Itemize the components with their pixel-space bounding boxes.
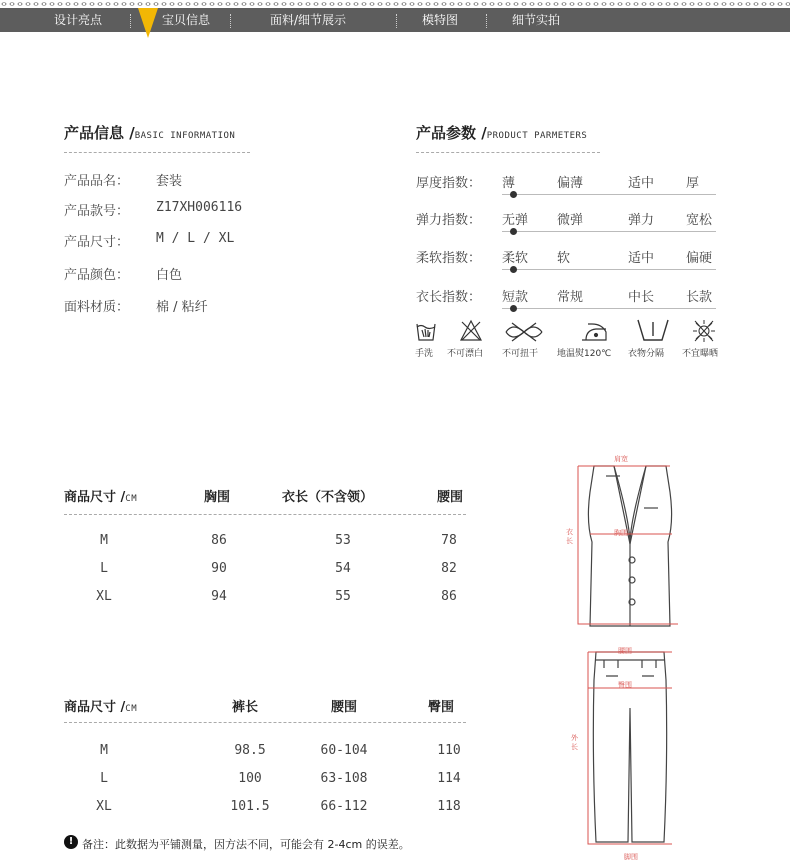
param-option: 适中 <box>628 176 655 191</box>
param-option: 软 <box>557 251 571 266</box>
table-cell: 66-112 <box>320 799 368 814</box>
param-selected-marker <box>510 191 517 198</box>
vest-size-title: 商品尺寸 /CM <box>64 490 138 505</box>
vest-diagram <box>566 452 678 638</box>
table-cell: 110 <box>437 743 461 758</box>
table-cell: 90 <box>211 561 227 576</box>
info-value: Z17XH006116 <box>156 200 243 215</box>
measure-lines <box>578 466 678 624</box>
param-selected-marker <box>510 228 517 235</box>
separate-wash-icon <box>638 320 668 340</box>
table-cell: 114 <box>437 771 461 786</box>
divider <box>64 722 466 723</box>
param-option: 短款 <box>502 290 529 305</box>
measurement-note: 备注：此数据为平铺测量，因方法不同，可能会有 2-4cm 的误差。 <box>82 838 410 851</box>
hand-wash-icon <box>417 324 435 340</box>
vest-header-length: 衣长（不含领） <box>282 490 374 505</box>
param-option: 宽松 <box>686 213 713 228</box>
param-option: 偏薄 <box>557 176 584 191</box>
table-cell: 54 <box>335 561 351 576</box>
info-label: 产品颜色： <box>64 268 130 283</box>
info-value: M / L / XL <box>156 231 235 246</box>
nav-bar <box>0 8 790 32</box>
nav-item-info[interactable]: 宝贝信息 <box>162 13 211 27</box>
table-cell: 94 <box>211 589 227 604</box>
info-label: 产品款号： <box>64 204 130 219</box>
nav-separator <box>486 14 487 28</box>
param-option: 适中 <box>628 251 655 266</box>
care-label: 不可漂白 <box>447 349 484 359</box>
info-value: 套装 <box>156 174 183 189</box>
table-cell: 118 <box>437 799 461 814</box>
info-label: 产品品名： <box>64 174 130 189</box>
table-cell: 82 <box>441 561 457 576</box>
param-selected-marker <box>510 266 517 273</box>
param-scale-line <box>502 308 716 309</box>
nav-separator <box>130 14 131 28</box>
table-cell: 78 <box>441 533 457 548</box>
care-label: 手洗 <box>415 349 434 359</box>
param-scale-line <box>502 194 716 195</box>
size-cell: M <box>100 533 108 548</box>
param-scale-line <box>502 269 716 270</box>
size-cell: M <box>100 743 108 758</box>
vest-shoulder-label: 肩宽 <box>614 455 628 463</box>
pants-header-length: 裤长 <box>232 700 259 715</box>
param-option: 微弹 <box>557 213 584 228</box>
product-info-heading: 产品信息 /BASIC INFORMATION <box>64 124 236 142</box>
table-cell: 55 <box>335 589 351 604</box>
pants-size-title: 商品尺寸 /CM <box>64 700 138 715</box>
table-cell: 86 <box>211 533 227 548</box>
pants-hip-label: 臀围 <box>618 681 632 689</box>
pants-header-hip: 臀围 <box>428 700 455 715</box>
no-bleach-icon <box>461 321 481 340</box>
vest-outline <box>588 466 671 626</box>
nav-item-detail[interactable]: 细节实拍 <box>512 13 561 27</box>
nav-item-fabric[interactable]: 面料/细节展示 <box>270 13 347 27</box>
table-cell: 98.5 <box>234 743 266 758</box>
nav-separator <box>396 14 397 28</box>
size-cell: XL <box>96 799 112 814</box>
param-label: 衣长指数： <box>416 290 482 305</box>
vest-length-label: 衣长 <box>566 528 573 545</box>
vest-chest-label: 胸围 <box>614 529 628 537</box>
product-params-heading: 产品参数 /PRODUCT PARMETERS <box>416 124 588 142</box>
param-option: 无弹 <box>502 213 529 228</box>
nav-active-indicator <box>138 8 158 38</box>
param-option: 柔软 <box>502 251 529 266</box>
info-label: 面料材质： <box>64 300 130 315</box>
low-iron-icon <box>582 324 606 340</box>
vest-header-waist: 腰围 <box>437 490 464 505</box>
divider <box>64 152 250 153</box>
param-option: 中长 <box>628 290 655 305</box>
care-icons <box>414 318 734 346</box>
nav-item-model[interactable]: 模特图 <box>422 13 459 27</box>
size-cell: L <box>100 771 108 786</box>
no-sun-icon <box>693 320 715 342</box>
pants-length-label: 外长 <box>571 734 578 751</box>
divider <box>416 152 600 153</box>
no-wring-icon <box>506 323 542 341</box>
table-cell: 53 <box>335 533 351 548</box>
divider <box>64 514 466 515</box>
info-value: 白色 <box>156 268 183 283</box>
param-option: 常规 <box>557 290 584 305</box>
param-label: 厚度指数： <box>416 176 482 191</box>
warning-icon: ! <box>64 835 78 849</box>
param-scale-line <box>502 231 716 232</box>
care-label: 不可扭干 <box>502 349 539 359</box>
top-chain-border <box>0 0 790 8</box>
pants-hem-label: 脚围 <box>624 853 638 861</box>
care-label: 地温熨120℃ <box>557 349 612 359</box>
pants-header-waist: 腰围 <box>331 700 358 715</box>
info-value: 棉 / 粘纤 <box>156 300 208 315</box>
vest-header-chest: 胸围 <box>204 490 231 505</box>
param-option: 弹力 <box>628 213 655 228</box>
table-cell: 86 <box>441 589 457 604</box>
nav-separator <box>230 14 231 28</box>
param-option: 薄 <box>502 176 516 191</box>
param-label: 柔软指数： <box>416 251 482 266</box>
pants-waist-label: 腰围 <box>618 647 632 655</box>
param-label: 弹力指数： <box>416 213 482 228</box>
nav-item-design[interactable]: 设计亮点 <box>54 13 103 27</box>
param-selected-marker <box>510 305 517 312</box>
care-label: 衣物分隔 <box>628 349 665 359</box>
param-option: 厚 <box>686 176 700 191</box>
param-option: 偏硬 <box>686 251 713 266</box>
param-option: 长款 <box>686 290 713 305</box>
info-label: 产品尺寸： <box>64 235 130 250</box>
size-cell: L <box>100 561 108 576</box>
size-cell: XL <box>96 589 112 604</box>
pants-diagram <box>582 648 672 850</box>
table-cell: 63-108 <box>320 771 368 786</box>
care-label: 不宜曝晒 <box>682 349 719 359</box>
table-cell: 101.5 <box>230 799 270 814</box>
table-cell: 100 <box>238 771 262 786</box>
table-cell: 60-104 <box>320 743 368 758</box>
